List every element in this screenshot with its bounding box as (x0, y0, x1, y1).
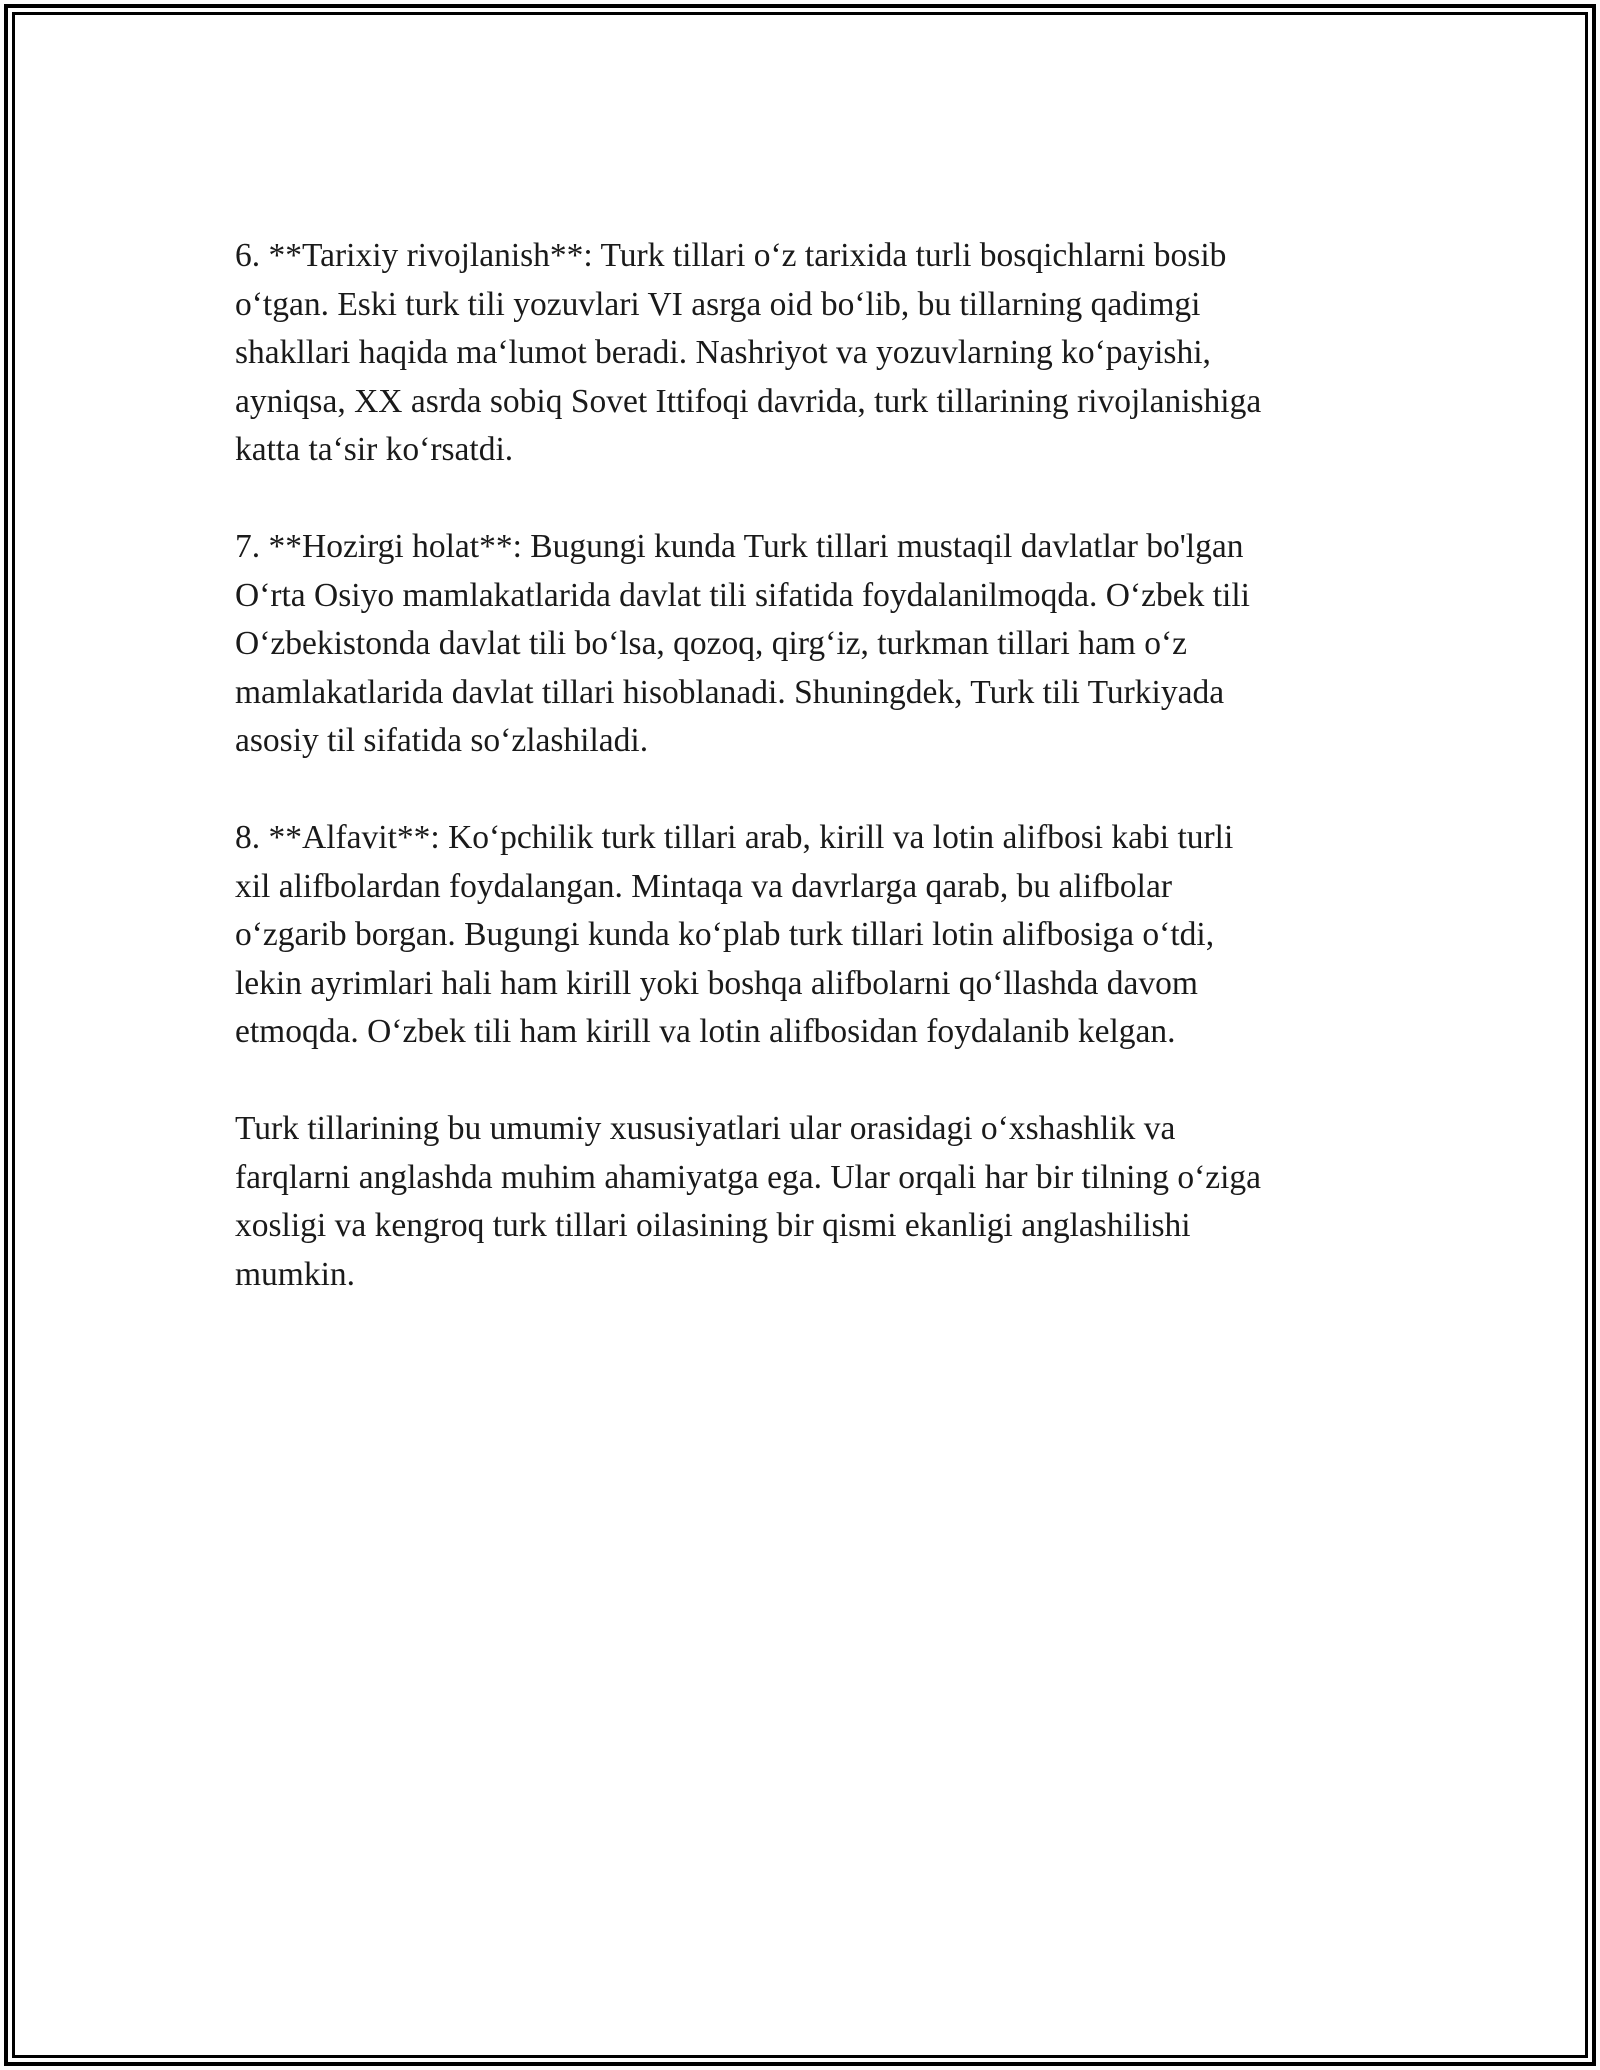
paragraph-current-status: 7. **Hozirgi holat**: Bugungi kunda Turk tillari mustaqil davlatlar bo'lgan O‘rta Osiyo mamlakatlarida davlat tili sifatida foydalanilmoqda. O‘zbek tili O‘zbekistonda davlat tili bo‘lsa, qozoq, qirg‘iz, turkman tillari ham o‘z mamlakatlarida davlat tillari hisoblanadi. Shuningdek, Turk tili Turkiyada asosiy til sifatida so‘zlashiladi. (235, 528, 1250, 759)
paragraph-conclusion: Turk tillarining bu umumiy xususiyatlari ular orasidagi o‘xshashlik va farqlarni anglashda muhim ahamiyatga ega. Ular orqali har bir tilning o‘ziga xosligi va kengroq turk tillari oilasining bir qismi ekanligi anglashilishi mumkin. (235, 1110, 1262, 1293)
paragraph-historical-development: 6. **Tarixiy rivojlanish**: Turk tillari o‘z tarixida turli bosqichlarni bosib o‘tgan. Eski turk tili yozuvlari VI asrga oid bo‘lib, bu tillarning qadimgi shakllari haqida ma‘lumot beradi. Nashriyot va yozuvlarning ko‘payishi, ayniqsa, XX asrda sobiq Sovet Ittifoqi davrida, turk tillarining rivojlanishiga katta ta‘sir ko‘rsatdi. (235, 237, 1262, 468)
document-body (235, 232, 1365, 1348)
paragraph-alphabet: 8. **Alfavit**: Ko‘pchilik turk tillari arab, kirill va lotin alifbosi kabi turli xil alifbolardan foydalangan. Mintaqa va davrlarga qarab, bu alifbolar o‘zgarib borgan. Bugungi kunda ko‘plab turk tillari lotin alifbosiga o‘tdi, lekin ayrimlari hali ham kirill yoki boshqa alifbolarni qo‘llashda davom etmoqda. O‘zbek tili ham kirill va lotin alifbosidan foydalanib kelgan. (235, 819, 1234, 1050)
